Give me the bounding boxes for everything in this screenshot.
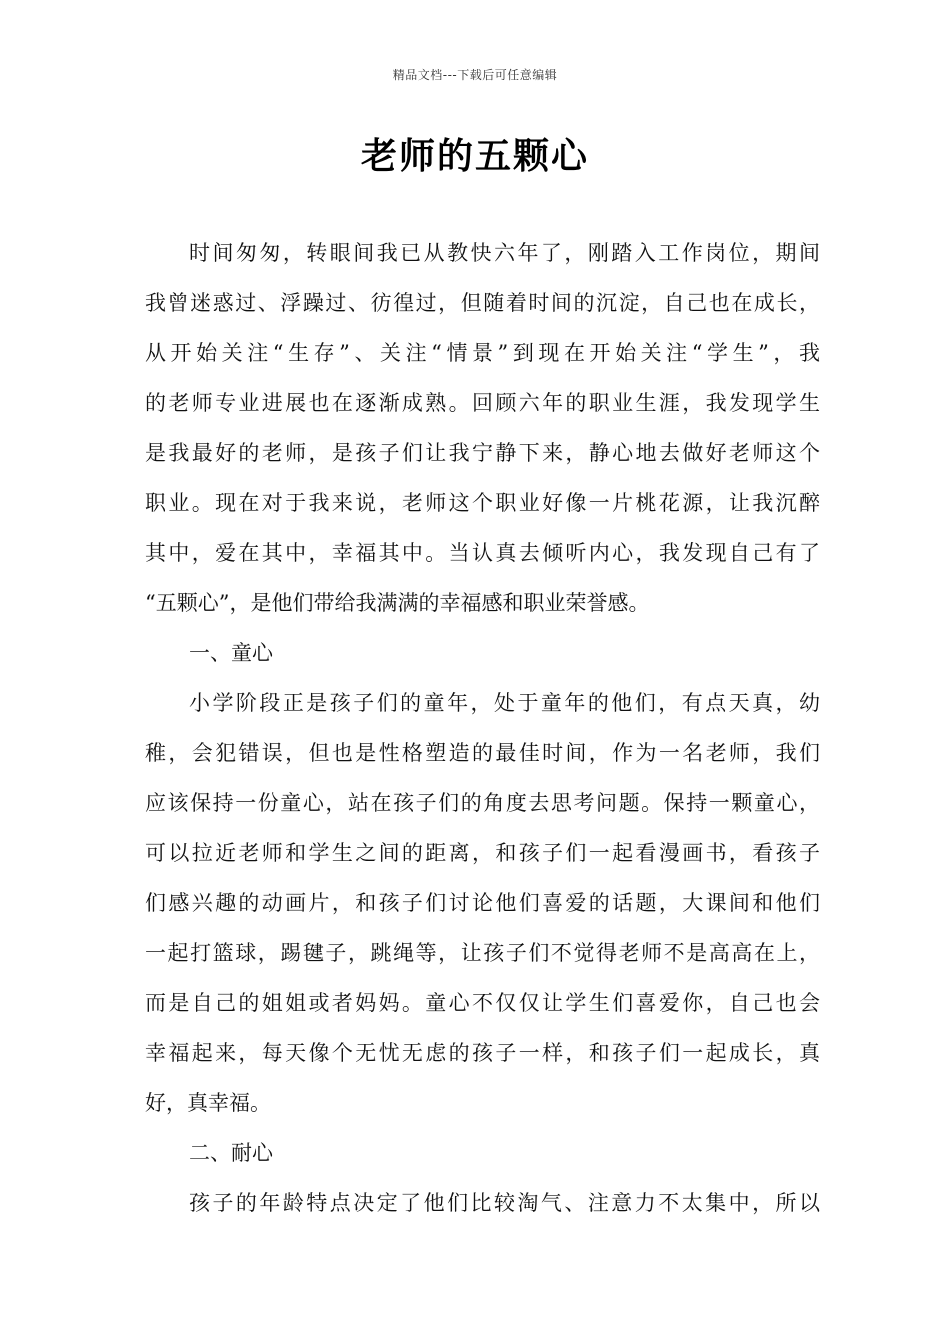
document-body bbox=[145, 228, 820, 1228]
paragraph-line: 的老师专业进展也在逐渐成熟。回顾六年的职业生涯，我发现学生 bbox=[145, 391, 820, 415]
header-note: 精品文档---下载后可任意编辑 bbox=[392, 68, 558, 82]
paragraph-line: 孩子的年龄特点决定了他们比较淘气、注意力不太集中，所以 bbox=[189, 1191, 820, 1215]
paragraph-line: 可以拉近老师和学生之间的距离，和孩子们一起看漫画书，看孩子 bbox=[145, 841, 820, 865]
paragraph-line: 而是自己的姐姐或者妈妈。童心不仅仅让学生们喜爱你，自己也会 bbox=[145, 991, 820, 1015]
paragraph-line: 从开始关注“生存”、关注“情景”到现在开始关注“学生”，我 bbox=[145, 341, 820, 365]
section-heading: 二、耐心 bbox=[189, 1141, 273, 1165]
paragraph-line: 小学阶段正是孩子们的童年，处于童年的他们，有点天真，幼 bbox=[189, 691, 820, 715]
paragraph-line: 是我最好的老师，是孩子们让我宁静下来，静心地去做好老师这个 bbox=[145, 441, 820, 465]
paragraph-line: 职业。现在对于我来说，老师这个职业好像一片桃花源，让我沉醉 bbox=[145, 491, 820, 515]
section-heading: 一、童心 bbox=[189, 641, 273, 665]
paragraph-line: 我曾迷惑过、浮躁过、彷徨过，但随着时间的沉淀，自己也在成长， bbox=[145, 291, 820, 315]
paragraph-line: 一起打篮球，踢毽子，跳绳等，让孩子们不觉得老师不是高高在上， bbox=[145, 941, 820, 965]
paragraph-line: 幸福起来，每天像个无忧无虑的孩子一样，和孩子们一起成长，真 bbox=[145, 1041, 820, 1065]
paragraph-line: 其中，爱在其中，幸福其中。当认真去倾听内心，我发现自己有了 bbox=[145, 541, 820, 565]
page-title: 老师的五颗心 bbox=[360, 136, 589, 177]
paragraph-line: 们感兴趣的动画片，和孩子们讨论他们喜爱的话题，大课间和他们 bbox=[145, 891, 820, 915]
paragraph-line: “五颗心”，是他们带给我满满的幸福感和职业荣誉感。 bbox=[145, 591, 650, 615]
paragraph-line: 应该保持一份童心，站在孩子们的角度去思考问题。保持一颗童心， bbox=[145, 791, 820, 815]
paragraph-line: 稚，会犯错误，但也是性格塑造的最佳时间，作为一名老师，我们 bbox=[145, 741, 820, 765]
paragraph-line: 好，真幸福。 bbox=[145, 1091, 271, 1115]
paragraph-line: 时间匆匆，转眼间我已从教快六年了，刚踏入工作岗位，期间 bbox=[189, 241, 820, 265]
